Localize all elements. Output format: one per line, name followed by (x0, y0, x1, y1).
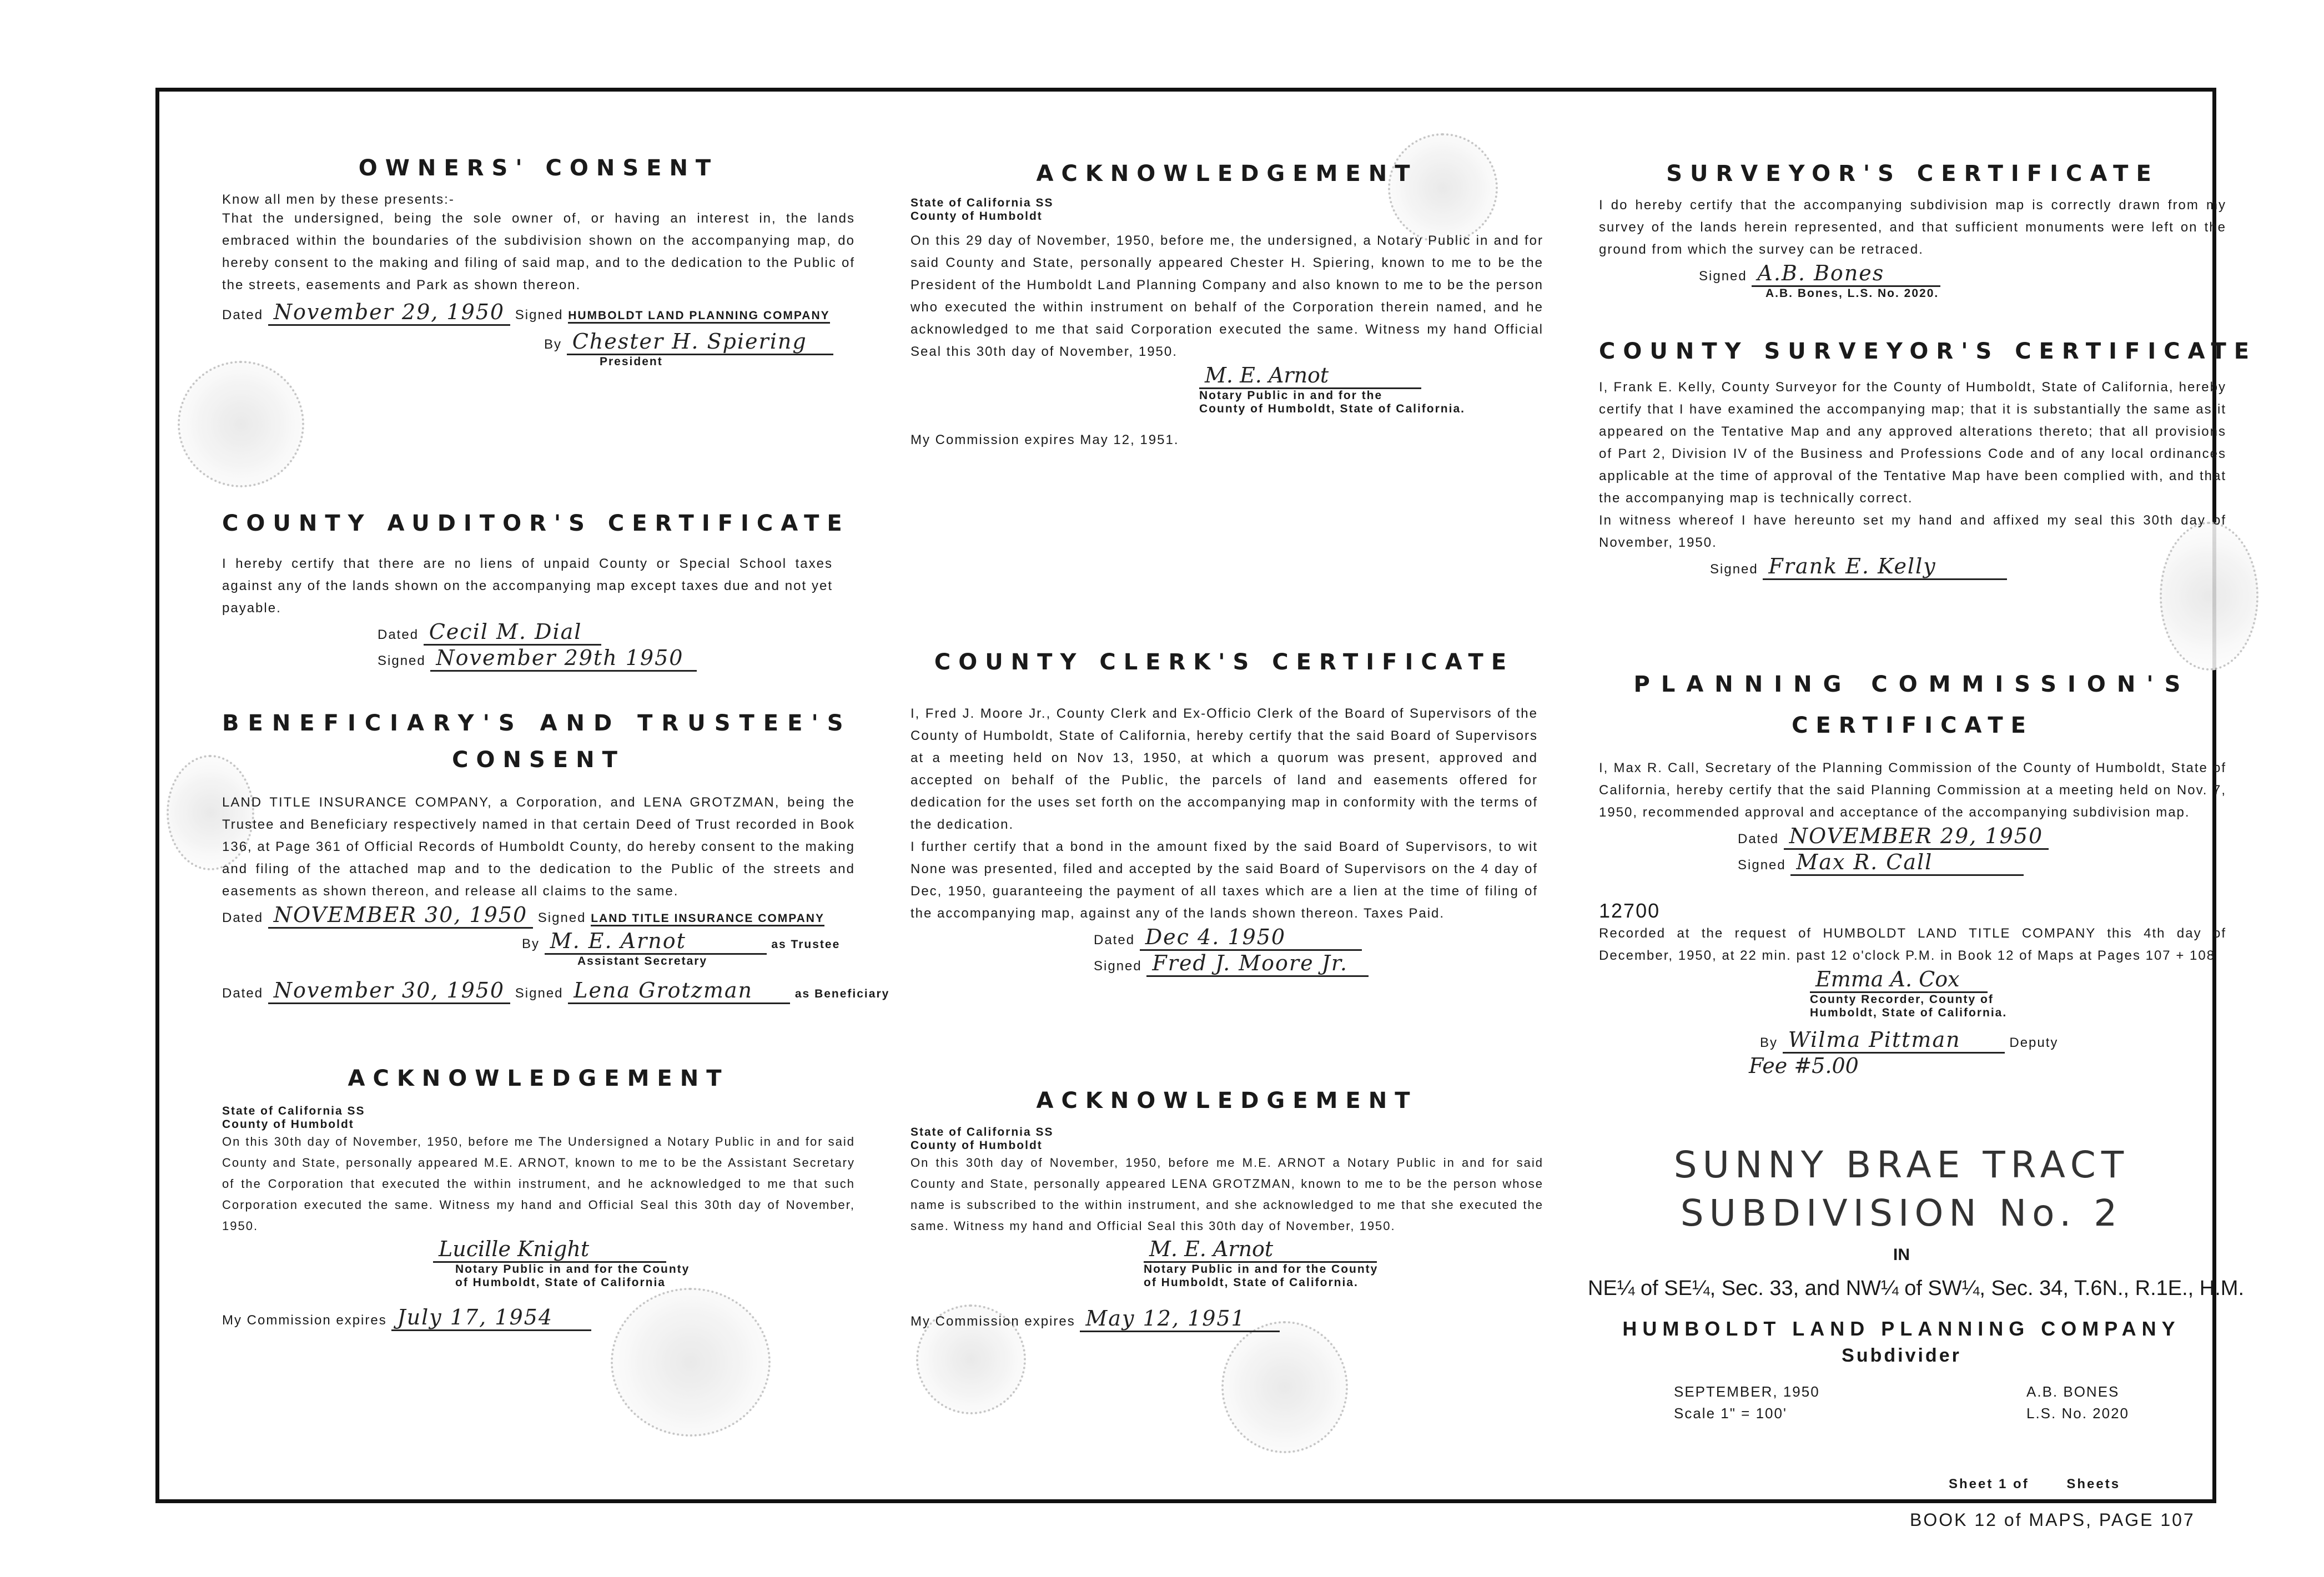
dated-line (222, 903, 855, 929)
notary-line: Notary Public in and for the County (455, 1263, 690, 1276)
certificate-text: I, Max R. Call, Secretary of the Planning Commission of the County of Humboldt, State of California, hereby certify that the said Planning Commission at a meeting held on Nov. 7, 1950, recommended approval and acceptance of the accompanying subdivision map. (1599, 760, 2226, 820)
dated-value: November 29, 1950 (268, 300, 510, 326)
witness-text: In witness whereof I have hereunto set my hand and affixed my seal this 30th day of November, 1950. (1599, 513, 2226, 550)
county-clerk-certificate (911, 649, 1538, 977)
consent-text: LAND TITLE INSURANCE COMPANY, a Corporation, and LENA GROTZMAN, being the Trustee and Beneficiary respectively named in that certain Deed of Trust recorded in Book 136, at Page 361 of Official Records of Humboldt County, do hereby consent to the making and filing of the attached map and to the dedication to the Public of the streets and easements as shown thereon, and release all claims to the same. (222, 795, 855, 899)
map-date: SEPTEMBER, 1950 (1674, 1383, 1820, 1400)
record-number: 12700 (1599, 899, 1661, 922)
county-label: County of Humboldt (222, 1118, 354, 1131)
map-title: SUNNY BRAE TRACT (1673, 1143, 2130, 1186)
acknowledgement-text: On this 30th day of November, 1950, before me M.E. ARNOT a Notary Public in and for said County and State, personally appeared LENA GROTZMAN, known to me to be the person whose name is subscribed to the within instrument, and she acknowledged to me that she executed the same. Witness my hand and Official Seal this 30th day of November, 1950. (911, 1156, 1543, 1233)
section-title: ACKNOWLEDGEMENT (1036, 161, 1418, 187)
section-title: CERTIFICATE (1792, 713, 2034, 738)
intro-text: Know all men by these presents:- (222, 192, 455, 207)
section-title: COUNTY SURVEYOR'S CERTIFICATE (1599, 339, 2257, 364)
in-label: IN (1893, 1246, 1910, 1264)
by-label: By (1760, 1035, 1778, 1050)
notary-signature: M. E. Arnot (1144, 1237, 1377, 1263)
acknowledgement-text: On this 29 day of November, 1950, before me, the undersigned, a Notary Public in and for said County and State, personally appeared Chester H. Spiering, known to me to be the President of the Humboldt Land Planning Company and also known to me to be the person who executed the within instrument on behalf of the Corporation therein named, and he acknowledged to me that said Corporation executed the same. Witness my hand Official Seal this 30th day of November, 1950. (911, 233, 1543, 359)
dated-label: Dated (1094, 933, 1135, 948)
commission-line (911, 1306, 1543, 1332)
by-label: By (544, 337, 562, 352)
signed-label: Signed (1710, 562, 1758, 577)
by-line (522, 929, 855, 955)
signed-label: Signed (515, 308, 564, 323)
signed-line (378, 646, 833, 672)
county-label: County of Humboldt (911, 210, 1043, 223)
dated-label: Dated (378, 627, 419, 642)
dated-label: Dated (1738, 832, 1779, 847)
dated-label: Dated (222, 910, 264, 925)
title-block (1588, 1143, 2245, 1422)
state-label: State of California (911, 197, 1032, 209)
dated-value: Dec 4. 1950 (1140, 925, 1362, 951)
certificate-text: I do hereby certify that the accompanying subdivision map is correctly drawn from my survey of the lands herein represented, and that sufficient monuments were left on the ground from which the survey can be retraced. (1599, 198, 2226, 257)
certificate-text: I, Frank E. Kelly, County Surveyor for the County of Humboldt, State of California, hereby certify that I have examined the accompanying map; that it is substantially the same as it appeared on the Tentative Map and any approved alterations thereto; that all provisions of Part 2, Division IV of the Business and Professions Code and of any local ordinances applicable at the time of approval of the Tentative Map have been complied with, and that the accompanying map is technically correct. (1599, 380, 2226, 506)
book-page-reference: BOOK 12 of MAPS, PAGE 107 (1910, 1510, 2195, 1530)
notary-line: of Humboldt, State of California (455, 1276, 666, 1289)
ss-label: SS (1035, 197, 1054, 209)
legal-location: NE¼ of SE¼, Sec. 33, and NW¼ of SW¼, Sec. 34, T.6N., R.1E., H.M. (1588, 1277, 2245, 1300)
map-subtitle: SUBDIVISION No. 2 (1680, 1192, 2123, 1235)
company-name: LAND TITLE INSURANCE COMPANY (591, 912, 824, 926)
signed-line (1710, 554, 2226, 580)
sheet-number: Sheet 1 of Sheets (1949, 1477, 2121, 1492)
signed-label: Signed (378, 653, 426, 668)
trustee-signature: M. E. Arnot (545, 929, 767, 955)
dated-label: Dated (222, 986, 264, 1001)
signed-date: November 29th 1950 (430, 646, 697, 672)
company-name: HUMBOLDT LAND PLANNING COMPANY (568, 309, 829, 324)
notary-signature: Lucille Knight (433, 1237, 666, 1263)
venue (911, 1126, 1543, 1139)
commission-expires: My Commission expires May 12, 1951. (911, 432, 1179, 447)
by-line (544, 329, 855, 355)
section-title: COUNTY CLERK'S CERTIFICATE (934, 649, 1515, 675)
auditor-signature: Cecil M. Dial (424, 619, 601, 646)
signed-line (1738, 850, 2226, 876)
venue (222, 1105, 855, 1118)
signed-label: Signed (515, 986, 564, 1001)
section-title: ACKNOWLEDGEMENT (348, 1066, 730, 1091)
deputy-label: Deputy (2009, 1035, 2059, 1050)
county-surveyor-certificate (1599, 339, 2257, 580)
dated-value: NOVEMBER 29, 1950 (1784, 824, 2049, 850)
map-scale: Scale 1" = 100' (1674, 1405, 1787, 1422)
signed-label: Signed (1094, 959, 1142, 974)
commission-date: July 17, 1954 (391, 1305, 591, 1331)
section-title: COUNTY AUDITOR'S CERTIFICATE (222, 511, 850, 536)
subdivider-label: Subdivider (1842, 1345, 1961, 1366)
state-label: State of California (911, 1126, 1032, 1138)
surveyor-signature: A.B. Bones (1752, 261, 1940, 287)
notary-line: of Humboldt, State of California. (1144, 1276, 1359, 1289)
acknowledgement-3 (911, 1088, 1543, 1332)
deputy-signature: Wilma Pittman (1783, 1027, 2005, 1054)
dated-line (1738, 824, 2226, 850)
section-title: BENEFICIARY'S AND TRUSTEE'S (222, 711, 852, 736)
beneficiary-line (222, 978, 890, 1004)
subdivider-company: HUMBOLDT LAND PLANNING COMPANY (1622, 1317, 2181, 1340)
commission-label: My Commission expires (911, 1314, 1075, 1329)
surveyor-name: A.B. Bones, L.S. No. 2020. (1765, 287, 1939, 300)
clerk-signature: Fred J. Moore Jr. (1146, 951, 1369, 977)
by-line (1760, 1027, 2226, 1054)
president-signature: Chester H. Spiering (567, 329, 833, 355)
recorder-certificate (1599, 899, 2226, 1078)
venue (911, 197, 1543, 210)
county-surveyor-signature: Frank E. Kelly (1763, 554, 2007, 580)
certificate-text: I hereby certify that there are no liens of unpaid County or Special School taxes against any of the lands shown on the accompanying map except taxes due and not yet payable. (222, 556, 833, 616)
signed-line (1094, 951, 1538, 977)
commission-date: May 12, 1951 (1080, 1306, 1280, 1332)
certificate-text: I, Fred J. Moore Jr., County Clerk and Ex-Officio Clerk of the Board of Supervisors of the County of Humboldt, State of California, hereby certify that the said Board of Supervisors at a meeting held on Nov 13, 1950, at which a quorum was present, approved and accepted on behalf of the Public, the parcels of land and easements offered for dedication for the uses set forth on the accompanying map in conformity with the terms of the dedication. (911, 706, 1538, 832)
surveyor-info (2026, 1383, 2129, 1422)
ss-label: SS (1035, 1126, 1054, 1138)
section-title: ACKNOWLEDGEMENT (1036, 1088, 1418, 1114)
signed-label: Signed (1738, 858, 1786, 873)
acknowledgement-2 (222, 1066, 855, 1331)
surveyor-certificate (1599, 161, 2226, 300)
section-title: CONSENT (452, 747, 625, 773)
recorder-signature: Emma A. Cox (1810, 967, 1988, 993)
county-label: County of Humboldt (911, 1139, 1043, 1152)
section-title: SURVEYOR'S CERTIFICATE (1666, 161, 2159, 187)
acknowledgement-1 (911, 161, 1543, 448)
title-details (1674, 1383, 2129, 1422)
beneficiary-label: as Beneficiary (794, 987, 890, 1000)
signed-line (1699, 261, 2226, 287)
license-number: L.S. No. 2020 (2026, 1405, 2129, 1422)
surveyor-name: A.B. BONES (2026, 1383, 2120, 1400)
corporate-seal (178, 361, 304, 487)
recorder-title: County Recorder, County of (1810, 993, 1994, 1006)
signed-label: Signed (1699, 269, 1747, 284)
planning-commission-certificate (1599, 672, 2226, 876)
notary-line: County of Humboldt, State of California. (1199, 402, 1465, 415)
fee-note: Fee #5.00 (1749, 1054, 1859, 1078)
recorder-title: Humboldt, State of California. (1810, 1006, 2008, 1019)
county-auditor-certificate (222, 511, 850, 672)
beneficiary-signature: Lena Grotzman (568, 978, 790, 1004)
dated-line (378, 619, 833, 646)
notary-signature: M. E. Arnot (1199, 363, 1421, 389)
date-scale (1674, 1383, 1820, 1422)
dated-line (222, 300, 855, 326)
consent-text: That the undersigned, being the sole owner of, or having an interest in, the lands embraced within the boundaries of the subdivision shown on the accompanying map, do hereby consent to the making and filing of said map, and to the dedication to the Public of the streets, easements and Park as shown thereon. (222, 211, 855, 293)
assistant-secretary-label: Assistant Secretary (577, 955, 708, 968)
section-title: PLANNING COMMISSION'S (1633, 672, 2192, 697)
dated-value: November 30, 1950 (268, 978, 510, 1004)
commission-line (222, 1305, 855, 1331)
planning-signature: Max R. Call (1790, 850, 2024, 876)
notary-line: Notary Public in and for the County (1144, 1263, 1379, 1276)
ss-label: SS (347, 1105, 365, 1117)
dated-value: NOVEMBER 30, 1950 (268, 903, 533, 929)
section-title: OWNERS' CONSENT (358, 155, 719, 181)
dated-line (1094, 925, 1538, 951)
bond-text: I further certify that a bond in the amount fixed by the said Board of Supervisors, to wit None was presented, filed and accepted by the said Board of Supervisors on the 4 day of Dec, 1950, guaranteeing the payment of all taxes which are a lien at the time of filing of the accompanying map, against any of the lands shown thereon. Taxes Paid. (911, 839, 1538, 921)
commission-label: My Commission expires (222, 1313, 387, 1328)
by-label: By (522, 936, 540, 951)
signed-label: Signed (537, 910, 586, 925)
owners-consent (222, 155, 855, 369)
state-label: State of California (222, 1105, 343, 1117)
trustee-label: as Trustee (771, 938, 841, 951)
notary-seal (1221, 1321, 1348, 1453)
president-title: President (600, 355, 663, 368)
dated-label: Dated (222, 308, 264, 323)
notary-line: Notary Public in and for the (1199, 389, 1383, 402)
recording-text: Recorded at the request of HUMBOLDT LAND TITLE COMPANY this 4th day of December, 1950, at 22 min. past 12 o'clock P.M. in Book 12 of Maps at Pages 107 + 108 (1599, 926, 2226, 963)
beneficiary-trustee-consent (222, 711, 890, 1004)
acknowledgement-text: On this 30th day of November, 1950, before me The Undersigned a Notary Public in and for said County and State, personally appeared M.E. ARNOT, known to me to be the Assistant Secretary of the Corporation that executed the within instrument, and he acknowledged to me that such Corporation executed the same. Witness my hand and Official Seal this 30th day of November, 1950. (222, 1135, 855, 1233)
